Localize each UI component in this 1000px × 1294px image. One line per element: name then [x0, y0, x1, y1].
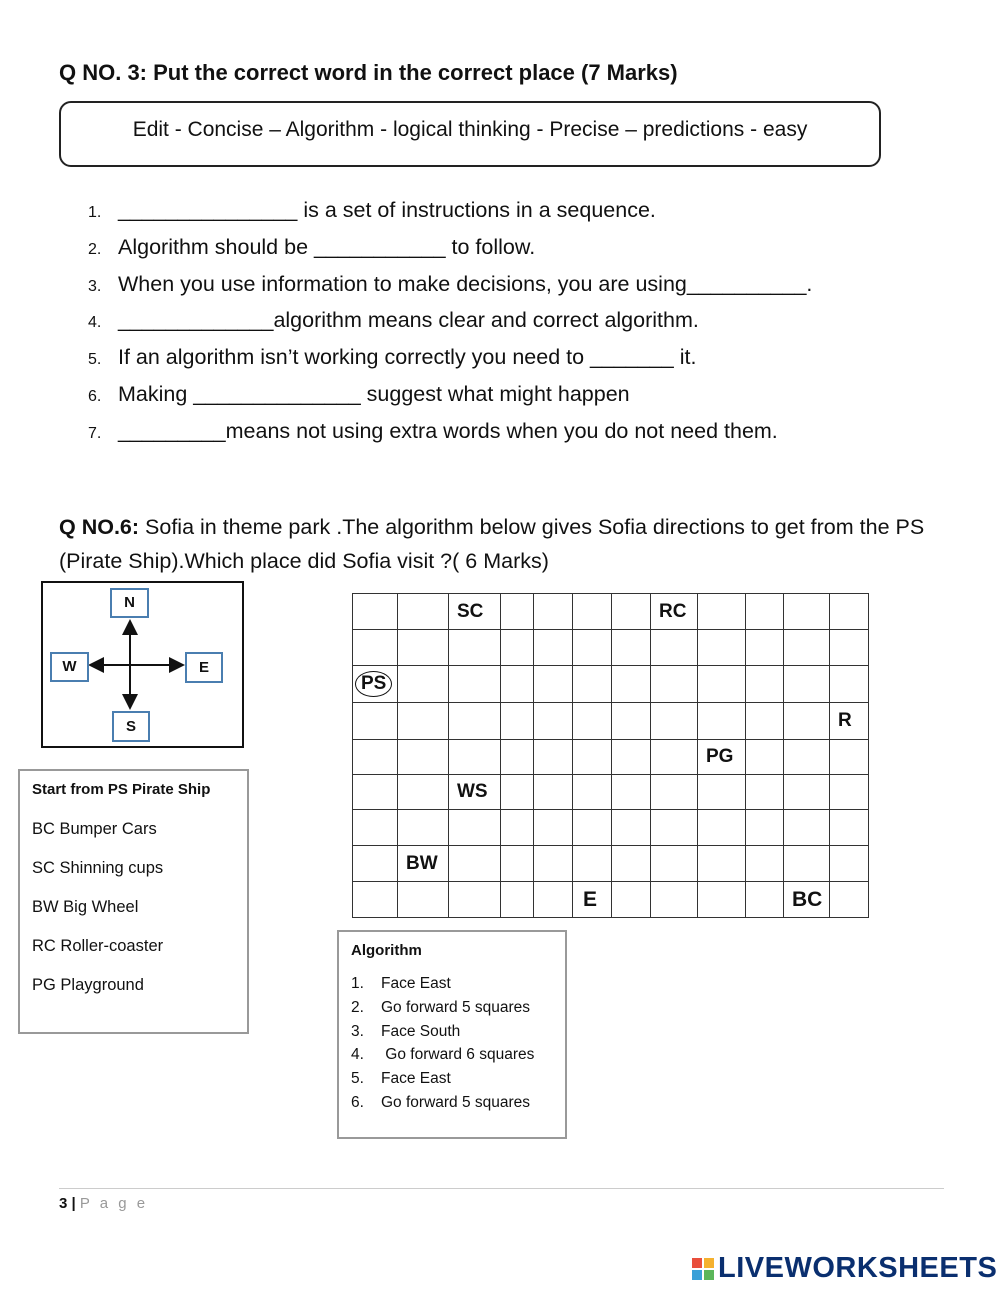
- theme-park-grid: [352, 593, 869, 918]
- legend-item: SC Shinning cups: [32, 859, 164, 877]
- question-text: If an algorithm isn’t working correctly you need to _______ it.: [118, 345, 697, 370]
- question-text: When you use information to make decisions, you are using__________.: [118, 271, 813, 296]
- grid-label-bc: BC: [784, 882, 830, 918]
- grid-label-e: E: [573, 882, 612, 918]
- q6-label: Q NO.6:: [59, 515, 140, 539]
- list-item: 7. _________means not using extra words when you do not need them.: [88, 418, 778, 443]
- algorithm-steps: [351, 975, 565, 1118]
- question-text: _____________algorithm means clear and correct algorithm.: [118, 308, 699, 333]
- list-item: 3. Face South: [351, 1022, 461, 1040]
- list-item: 4. _____________algorithm means clear and correct algorithm.: [88, 308, 699, 333]
- west-label: W: [50, 652, 89, 682]
- north-label: N: [110, 588, 149, 618]
- grid-label-rc: RC: [651, 594, 698, 630]
- list-item: 6. Go forward 5 squares: [351, 1093, 531, 1111]
- question-text: _________means not using extra words when you do not need them.: [118, 418, 778, 443]
- q6-prompt: [59, 510, 959, 578]
- compass-box: [41, 581, 244, 748]
- word-bank: Edit - Concise – Algorithm - logical thinking - Precise – predictions - easy: [59, 101, 881, 167]
- liveworksheets-logo[interactable]: [692, 1252, 997, 1285]
- east-label: E: [185, 652, 223, 683]
- list-item: 5. If an algorithm isn’t working correctly you need to _______ it.: [88, 345, 697, 370]
- list-item: 2. Go forward 5 squares: [351, 998, 531, 1016]
- list-item: 3. When you use information to make decisions, you are using__________.: [88, 271, 813, 296]
- legend-title: Start from PS Pirate Ship: [32, 781, 211, 798]
- footer-divider: [59, 1188, 944, 1189]
- grid-label-ws: WS: [449, 775, 501, 810]
- page-number: 3 |: [59, 1195, 76, 1212]
- page-word: P a g e: [79, 1195, 149, 1212]
- legend-box: [18, 769, 249, 1034]
- list-item: 1. Face East: [351, 975, 451, 992]
- list-item: 2. Algorithm should be ___________ to follow.: [88, 234, 536, 259]
- logo-text: LIVEWORKSHEETS: [718, 1252, 998, 1284]
- legend-item: BW Big Wheel: [32, 898, 139, 916]
- list-item: 1. _______________ is a set of instructions in a sequence.: [88, 198, 656, 222]
- grid-label-bw: BW: [398, 846, 449, 882]
- legend-item: PG Playground: [32, 976, 144, 994]
- logo-squares-icon: [692, 1258, 714, 1280]
- q3-question-list: [88, 198, 968, 456]
- grid-label-r: R: [830, 703, 869, 740]
- question-text: Algorithm should be ___________ to follow.: [118, 234, 536, 259]
- legend-item: BC Bumper Cars: [32, 820, 157, 838]
- q6-text: Sofia in theme park .The algorithm below gives Sofia directions to get from the PS (Pirate Ship).Which place did Sofia visit ?( 6 Marks): [59, 515, 925, 573]
- algorithm-title: Algorithm: [351, 942, 422, 959]
- grid-label-ps: PS: [355, 671, 392, 697]
- legend-item: RC Roller-coaster: [32, 937, 164, 955]
- question-text: _______________ is a set of instructions in a sequence.: [118, 198, 656, 222]
- question-text: Making ______________ suggest what might happen: [118, 381, 630, 406]
- page-footer: [59, 1195, 148, 1212]
- grid-label-pg: PG: [698, 740, 746, 775]
- south-label: S: [112, 711, 150, 742]
- grid-label-sc: SC: [449, 594, 501, 630]
- list-item: 5. Face East: [351, 1070, 451, 1088]
- q3-title: Q NO. 3: Put the correct word in the correct place (7 Marks): [59, 60, 678, 85]
- algorithm-box: [337, 930, 567, 1139]
- list-item: 6. Making ______________ suggest what might happen: [88, 381, 630, 406]
- list-item: 4. Go forward 6 squares: [351, 1046, 535, 1064]
